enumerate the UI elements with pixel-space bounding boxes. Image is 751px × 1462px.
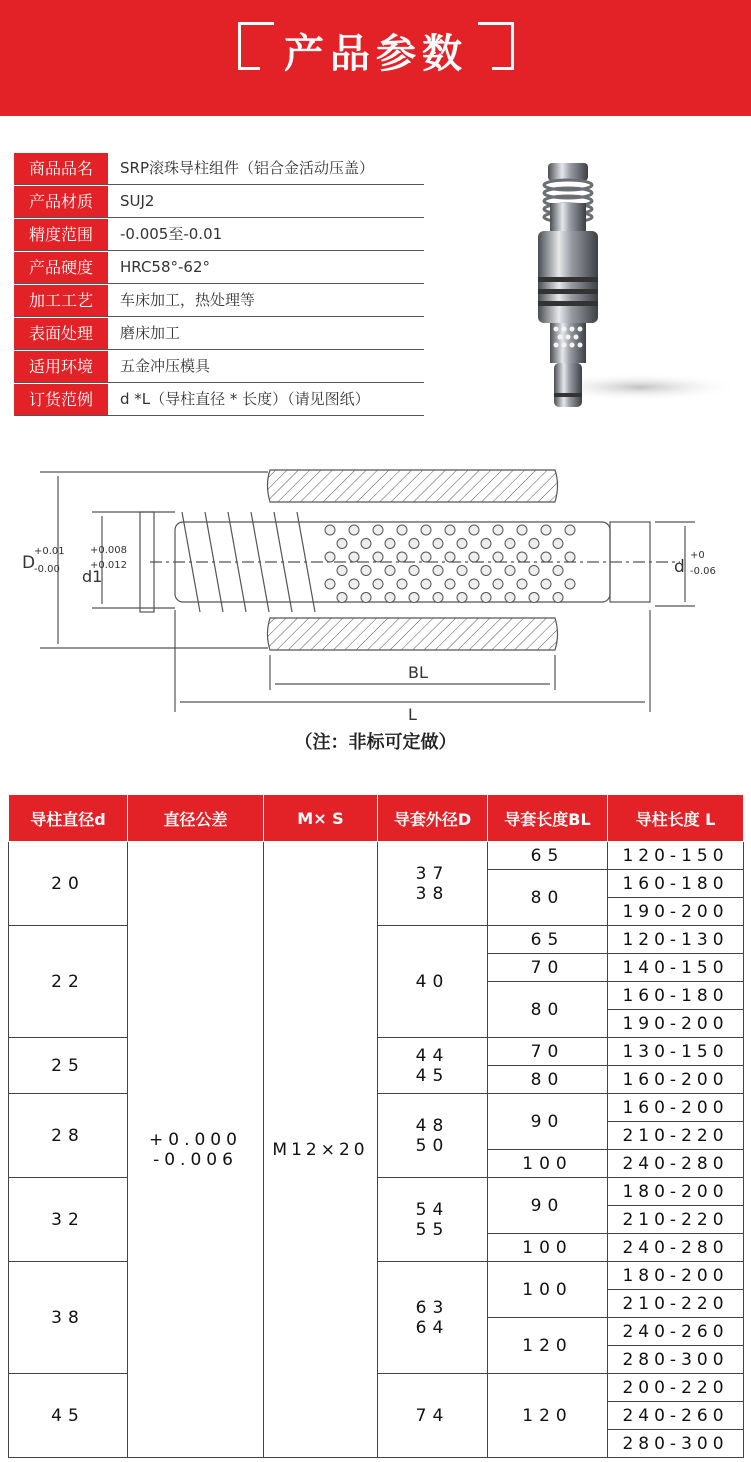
spec-key: 适用环境: [14, 351, 108, 382]
cell-pin-length: 210-220: [608, 1290, 744, 1318]
spec-key: 表面处理: [14, 318, 108, 349]
bushing-od-value: 54: [415, 1199, 450, 1220]
cell-pin-length: 160-180: [608, 870, 744, 898]
spec-value: d *L（导柱直径 * 长度）（请见图纸）: [120, 390, 370, 408]
ball-bearing: [469, 579, 479, 589]
cell-bushing-length: 100: [488, 1262, 608, 1318]
ball-bearing: [433, 593, 443, 603]
bushing-od-value: 40: [415, 971, 450, 992]
cell-pin-diameter: 25: [9, 1038, 128, 1094]
ball-bearing: [517, 552, 527, 562]
d-outer-tol-lower: -0.00: [34, 564, 60, 575]
d-outer-tol-upper: +0.01: [34, 546, 65, 557]
d-tol-lower: -0.06: [690, 566, 716, 577]
ball-bearing: [481, 593, 491, 603]
ball-bearing: [457, 566, 467, 576]
ball-bearing: [433, 539, 443, 549]
bushing-od-value: 63: [415, 1297, 450, 1318]
spec-row: [14, 219, 424, 251]
ball-bearing: [385, 539, 395, 549]
ball-bearing: [373, 579, 383, 589]
cell-bushing-length: 65: [488, 926, 608, 954]
tolerance-value: -0.006: [153, 1149, 238, 1170]
cell-bushing-od: [378, 1374, 488, 1458]
cell-pin-length: 130-150: [608, 1038, 744, 1066]
cell-bushing-length: 90: [488, 1094, 608, 1150]
cell-pin-length: 160-200: [608, 1066, 744, 1094]
ball-bearing: [349, 579, 359, 589]
ball-bearing: [409, 566, 419, 576]
cell-bushing-length: 120: [488, 1318, 608, 1374]
bl-label: BL: [408, 663, 428, 682]
custom-note: （注：非标可定做）: [294, 732, 457, 753]
cell-pin-length: 180-200: [608, 1262, 744, 1290]
cell-pin-diameter: 38: [9, 1262, 128, 1374]
product-image: [520, 155, 740, 415]
bushing-od-value: 74: [415, 1405, 450, 1426]
cell-pin-length: 240-260: [608, 1318, 744, 1346]
header-bushing-od: 导套外径D: [378, 795, 488, 842]
spec-row: [14, 384, 424, 416]
bushing-od-value: 45: [415, 1065, 450, 1086]
ball-bearing: [361, 566, 371, 576]
bushing-od-value: 48: [415, 1115, 450, 1136]
ball-bearing: [493, 579, 503, 589]
cell-thread: M12×20: [264, 842, 378, 1458]
spec-key: 订货范例: [14, 384, 108, 415]
ball-bearing: [565, 579, 575, 589]
ball-bearing: [421, 525, 431, 535]
cell-bushing-od: [378, 1038, 488, 1094]
ball-bearing: [385, 593, 395, 603]
ball-bearing: [445, 525, 455, 535]
cell-bushing-length: 70: [488, 1038, 608, 1066]
ball-bearing: [529, 566, 539, 576]
cell-bushing-length: 100: [488, 1150, 608, 1178]
ball-bearing: [529, 539, 539, 549]
ball-bearing: [325, 525, 335, 535]
ball-bearing: [541, 525, 551, 535]
ball-bearing: [433, 566, 443, 576]
cell-bushing-length: 90: [488, 1178, 608, 1234]
cell-bushing-length: 70: [488, 954, 608, 982]
cell-bushing-od: [378, 926, 488, 1038]
bushing-od-value: 64: [415, 1317, 450, 1338]
ball-bearing: [517, 579, 527, 589]
cell-bushing-length: 65: [488, 842, 608, 870]
header-bushing-length: 导套长度BL: [488, 795, 608, 842]
cell-bushing-od: [378, 1178, 488, 1262]
cell-pin-length: 240-260: [608, 1402, 744, 1430]
ball-bearing: [397, 579, 407, 589]
ball-bearing: [505, 566, 515, 576]
ball-bearing: [457, 539, 467, 549]
ball-bearing: [457, 593, 467, 603]
header-banner: [0, 0, 751, 116]
header-thread: M× S: [264, 795, 378, 842]
cell-pin-length: 160-180: [608, 982, 744, 1010]
cell-pin-length: 280-300: [608, 1430, 744, 1458]
ball-bearing: [373, 552, 383, 562]
d-label: d: [674, 557, 685, 577]
frame-line: [238, 22, 274, 25]
spec-table: [8, 794, 744, 1458]
l-label: L: [408, 705, 417, 724]
ball-bearing: [481, 539, 491, 549]
ball-bearing: [445, 552, 455, 562]
ball-bearing: [469, 552, 479, 562]
cell-bushing-length: 80: [488, 870, 608, 926]
header-pin-diameter: 导柱直径d: [9, 795, 128, 842]
cell-pin-length: 240-280: [608, 1150, 744, 1178]
ball-bearing: [445, 579, 455, 589]
bushing-od-value: 38: [415, 883, 450, 904]
ball-bearing: [493, 552, 503, 562]
header-pin-length: 导柱长度 L: [608, 795, 744, 842]
bushing-od-value: 50: [415, 1135, 450, 1156]
cell-pin-length: 160-200: [608, 1094, 744, 1122]
cell-pin-length: 200-220: [608, 1374, 744, 1402]
header-diameter-tolerance: 直径公差: [128, 795, 264, 842]
ball-bearing: [541, 579, 551, 589]
spec-row: [14, 153, 424, 185]
ball-bearing: [361, 593, 371, 603]
cell-bushing-length: 80: [488, 1066, 608, 1094]
ball-bearing: [493, 525, 503, 535]
spec-value: SRP滚珠导柱组件（铝合金活动压盖）: [120, 159, 374, 177]
d1-tol-lower: +0.012: [90, 560, 128, 571]
ball-bearing: [337, 539, 347, 549]
ball-bearing: [337, 566, 347, 576]
ball-bearing: [385, 566, 395, 576]
cell-pin-length: 140-150: [608, 954, 744, 982]
ball-bearing: [421, 552, 431, 562]
ball-bearing: [373, 525, 383, 535]
ball-bearing: [505, 593, 515, 603]
cell-pin-diameter: 20: [9, 842, 128, 926]
spec-row: [14, 285, 424, 317]
cell-pin-diameter: 45: [9, 1374, 128, 1458]
ball-bearing: [325, 552, 335, 562]
cell-pin-diameter: 32: [9, 1178, 128, 1262]
spec-row: [14, 318, 424, 350]
ball-bearing: [325, 579, 335, 589]
cell-pin-length: 120-150: [608, 842, 744, 870]
ball-bearing: [409, 539, 419, 549]
table-row: [9, 842, 744, 870]
spec-row: [14, 186, 424, 218]
ball-bearing: [421, 579, 431, 589]
spec-value: -0.005至-0.01: [120, 225, 223, 243]
d-tol-upper: +0: [690, 550, 705, 561]
cell-bushing-od: [378, 1094, 488, 1178]
cell-pin-length: 190-200: [608, 1010, 744, 1038]
cell-pin-length: 240-280: [608, 1234, 744, 1262]
spec-value: HRC58°-62°: [120, 258, 211, 276]
ball-bearing: [337, 593, 347, 603]
page-title: 产品参数: [284, 31, 468, 77]
d-outer-label: D: [22, 553, 36, 573]
ball-bearing: [505, 539, 515, 549]
ball-bearing: [565, 525, 575, 535]
cell-bushing-length: 100: [488, 1234, 608, 1262]
bushing-od-value: 37: [415, 863, 450, 884]
ball-bearing: [553, 539, 563, 549]
spec-value: 磨床加工: [120, 324, 181, 342]
cell-bushing-od: [378, 1262, 488, 1374]
ball-bearing: [565, 552, 575, 562]
cell-pin-length: 280-300: [608, 1346, 744, 1374]
spec-key: 精度范围: [14, 219, 108, 250]
tolerance-value: +0.000: [149, 1129, 242, 1150]
ball-bearing: [397, 525, 407, 535]
cell-bushing-length: 120: [488, 1374, 608, 1458]
ball-bearing: [349, 552, 359, 562]
cell-pin-length: 190-200: [608, 898, 744, 926]
cell-pin-length: 210-220: [608, 1206, 744, 1234]
spec-value: 五金冲压模具: [120, 357, 211, 375]
spec-row: [14, 252, 424, 284]
spec-value: SUJ2: [120, 192, 155, 210]
bushing-od-value: 44: [415, 1045, 450, 1066]
ball-bearing: [349, 525, 359, 535]
ball-bearing: [553, 593, 563, 603]
ball-bearing: [517, 525, 527, 535]
frame-line: [478, 22, 514, 25]
ball-bearing: [409, 593, 419, 603]
spec-key: 加工工艺: [14, 285, 108, 316]
spec-key: 商品品名: [14, 153, 108, 184]
ball-bearing: [469, 525, 479, 535]
cell-pin-length: 210-220: [608, 1122, 744, 1150]
d1-label: d1: [82, 567, 103, 586]
cell-pin-diameter: 22: [9, 926, 128, 1038]
ball-bearing: [397, 552, 407, 562]
cell-bushing-length: 80: [488, 982, 608, 1038]
d1-tol-upper: +0.008: [90, 545, 128, 556]
cell-pin-length: 120-130: [608, 926, 744, 954]
spec-value: 车床加工，热处理等: [120, 291, 256, 309]
cell-bushing-od: [378, 842, 488, 926]
cell-pin-length: 180-200: [608, 1178, 744, 1206]
cell-tolerance: [128, 842, 264, 1458]
ball-bearing: [529, 593, 539, 603]
bushing-od-value: 55: [415, 1219, 450, 1240]
spec-key: 产品材质: [14, 186, 108, 217]
ball-bearing: [553, 566, 563, 576]
ball-bearing: [361, 539, 371, 549]
cell-pin-diameter: 28: [9, 1094, 128, 1178]
ball-bearing: [541, 552, 551, 562]
ball-bearing: [481, 566, 491, 576]
spec-key: 产品硬度: [14, 252, 108, 283]
spec-row: [14, 351, 424, 383]
spec-list: [14, 153, 424, 417]
technical-drawing: [0, 440, 751, 730]
